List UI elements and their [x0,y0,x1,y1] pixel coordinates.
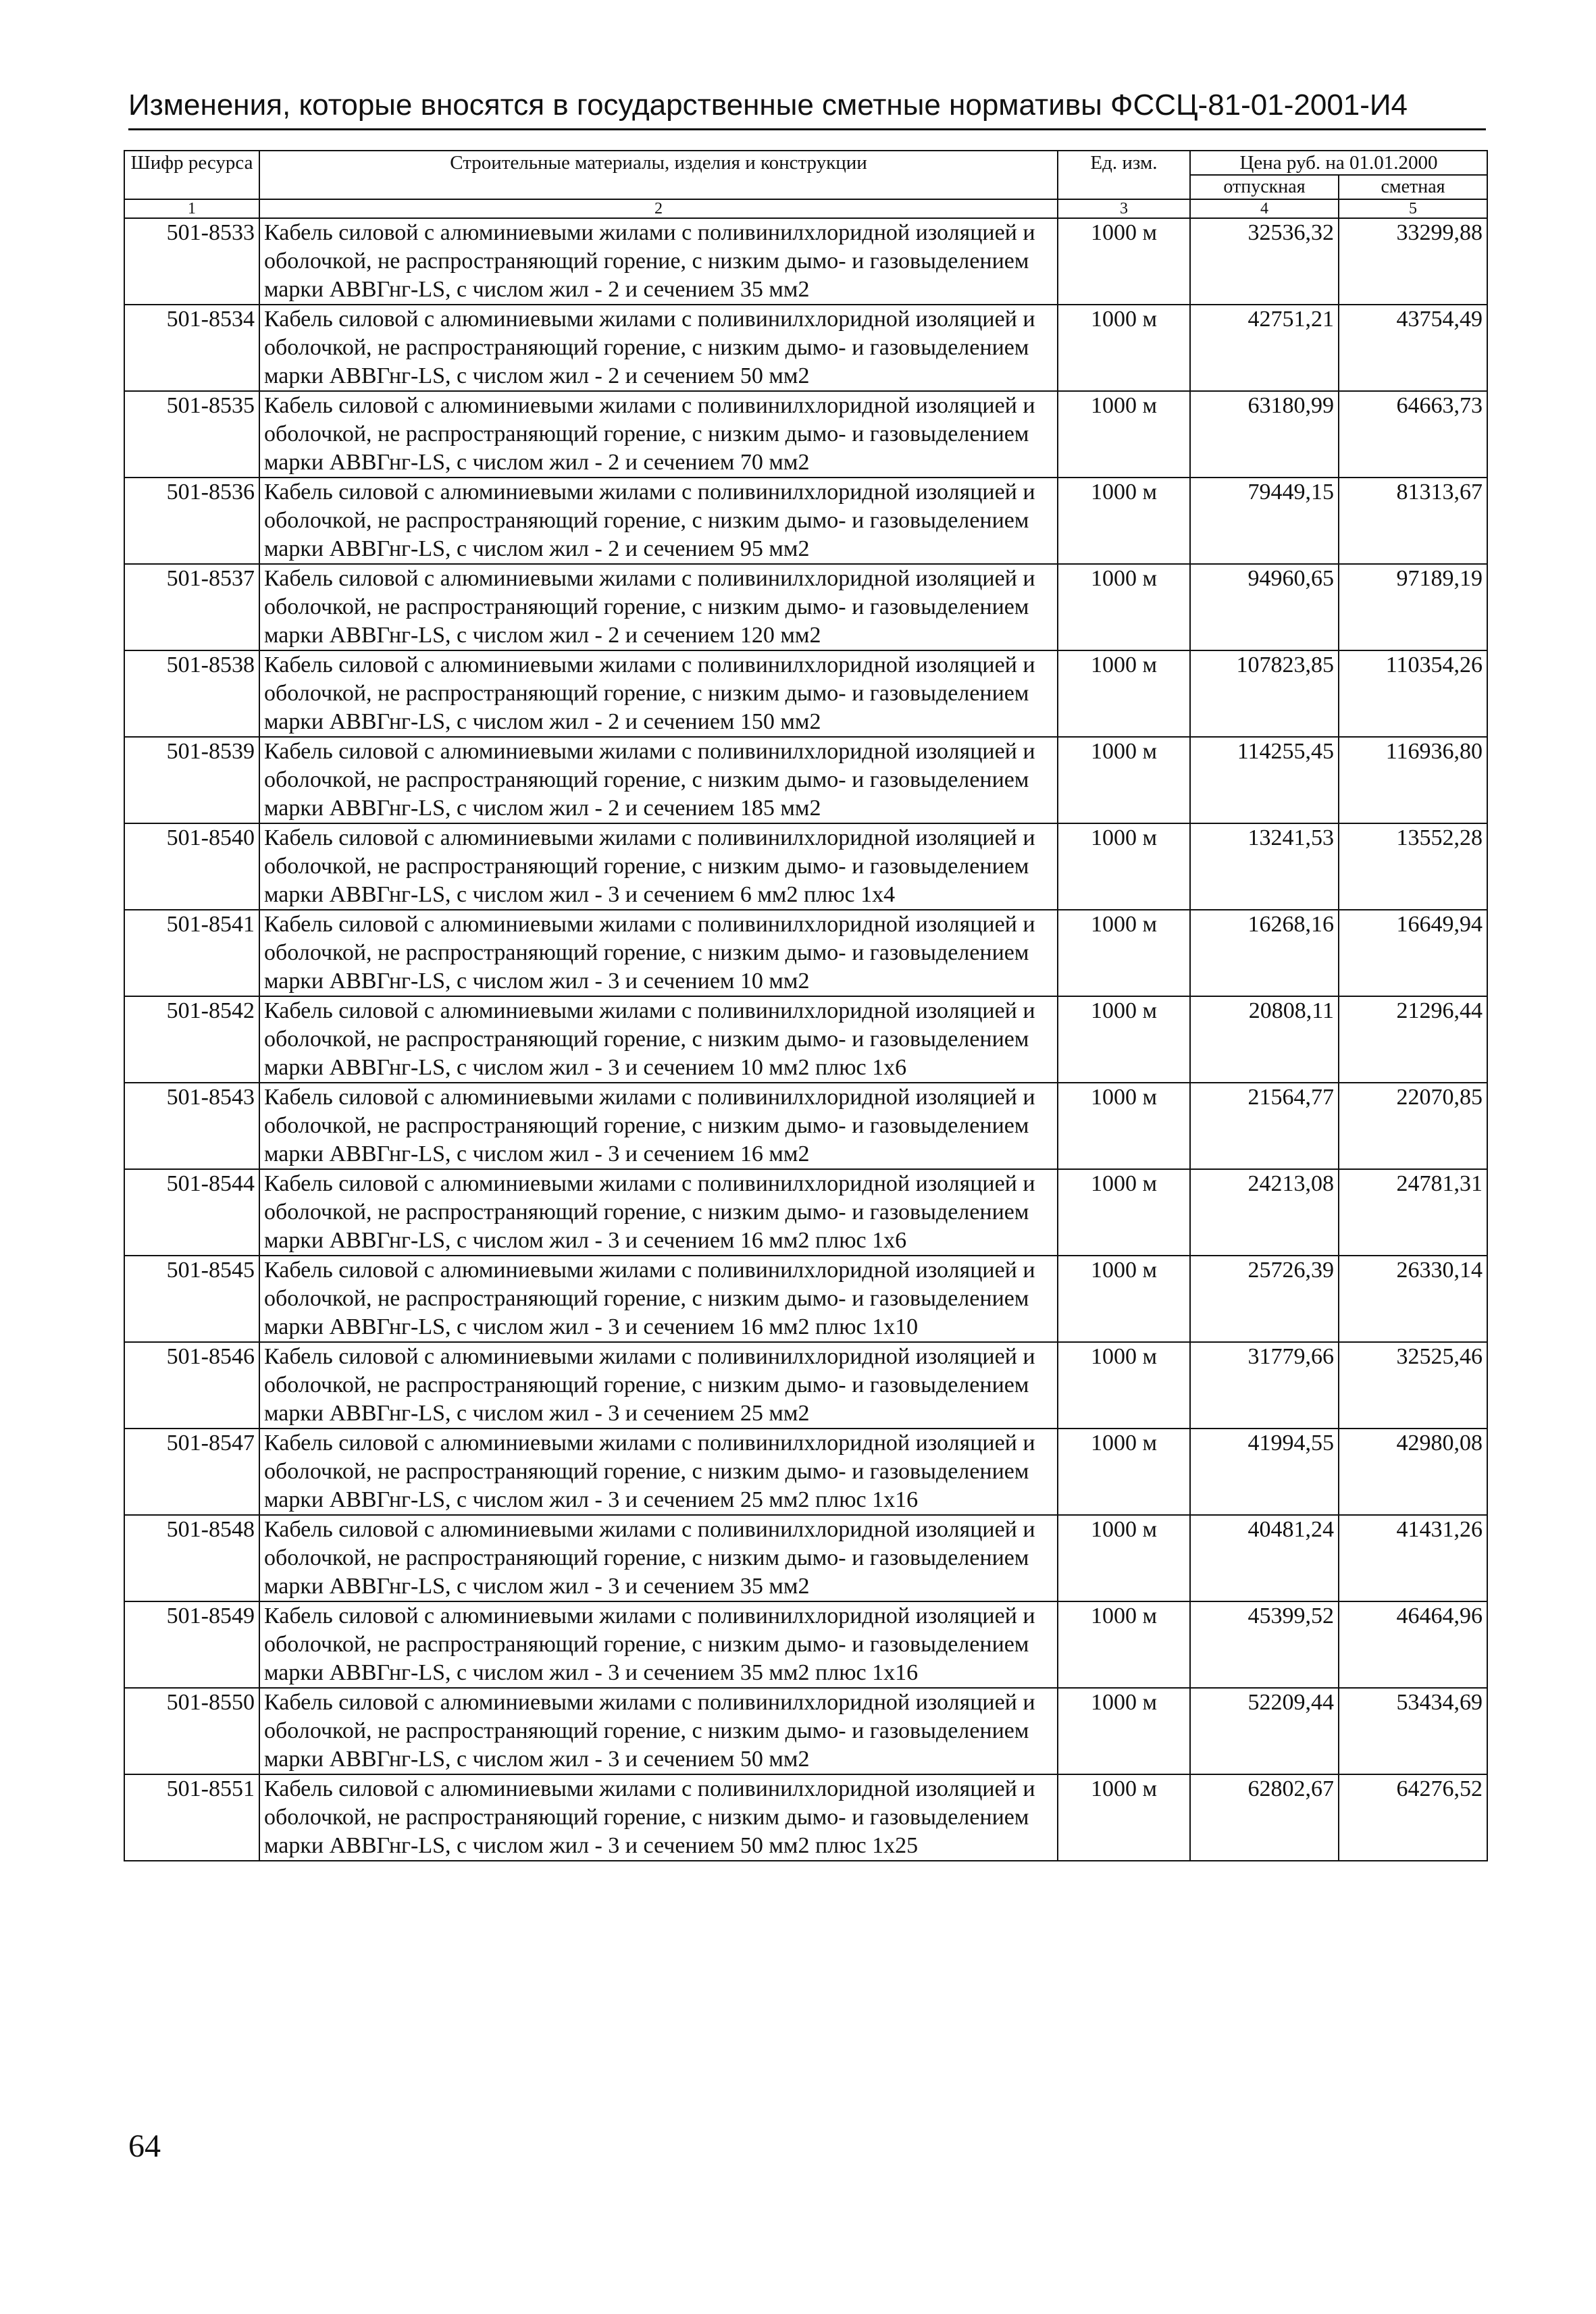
unit-cell: 1000 м [1058,1429,1190,1515]
col-header-estimate-price: сметная [1339,175,1487,199]
estimate-price-cell: 64663,73 [1339,391,1487,478]
release-price-cell: 45399,52 [1190,1601,1339,1688]
resource-code-cell: 501-8550 [124,1688,259,1774]
estimate-price-cell: 21296,44 [1339,996,1487,1083]
release-price-cell: 52209,44 [1190,1688,1339,1774]
unit-cell: 1000 м [1058,218,1190,305]
description-cell: Кабель силовой с алюминиевыми жилами с поливинилхлоридной изоляцией и оболочкой, не распространяющий горение, с низким дымо- и газовыделением марки АВВГнг-LS, с числом жил - 3 и сечением 16 мм2 [259,1083,1058,1169]
col-header-release-price: отпускная [1190,175,1339,199]
column-number: 2 [259,199,1058,218]
description-cell: Кабель силовой с алюминиевыми жилами с поливинилхлоридной изоляцией и оболочкой, не распространяющий горение, с низким дымо- и газовыделением марки АВВГнг-LS, с числом жил - 3 и сечением 16 мм2 плюс 1х6 [259,1169,1058,1256]
release-price-cell: 107823,85 [1190,650,1339,737]
description-cell: Кабель силовой с алюминиевыми жилами с поливинилхлоридной изоляцией и оболочкой, не распространяющий горение, с низким дымо- и газовыделением марки АВВГнг-LS, с числом жил - 2 и сечением 50 мм2 [259,305,1058,391]
estimate-price-cell: 24781,31 [1339,1169,1487,1256]
unit-cell: 1000 м [1058,737,1190,823]
resource-code-cell: 501-8535 [124,391,259,478]
table-row [124,1429,1487,1515]
estimate-price-cell: 46464,96 [1339,1601,1487,1688]
description-cell: Кабель силовой с алюминиевыми жилами с поливинилхлоридной изоляцией и оболочкой, не распространяющий горение, с низким дымо- и газовыделением марки АВВГнг-LS, с числом жил - 3 и сечением 35 мм2 [259,1515,1058,1601]
table-row [124,391,1487,478]
description-cell: Кабель силовой с алюминиевыми жилами с поливинилхлоридной изоляцией и оболочкой, не распространяющий горение, с низким дымо- и газовыделением марки АВВГнг-LS, с числом жил - 3 и сечением 50 мм2 плюс 1х25 [259,1774,1058,1861]
table-row [124,1342,1487,1429]
release-price-cell: 25726,39 [1190,1256,1339,1342]
unit-cell: 1000 м [1058,910,1190,996]
table-row [124,737,1487,823]
unit-cell: 1000 м [1058,1774,1190,1861]
release-price-cell: 40481,24 [1190,1515,1339,1601]
estimate-price-cell: 16649,94 [1339,910,1487,996]
unit-cell: 1000 м [1058,478,1190,564]
description-cell: Кабель силовой с алюминиевыми жилами с поливинилхлоридной изоляцией и оболочкой, не распространяющий горение, с низким дымо- и газовыделением марки АВВГнг-LS, с числом жил - 3 и сечением 25 мм2 [259,1342,1058,1429]
materials-price-table [124,150,1488,1861]
resource-code-cell: 501-8547 [124,1429,259,1515]
unit-cell: 1000 м [1058,305,1190,391]
unit-cell: 1000 м [1058,1515,1190,1601]
description-cell: Кабель силовой с алюминиевыми жилами с поливинилхлоридной изоляцией и оболочкой, не распространяющий горение, с низким дымо- и газовыделением марки АВВГнг-LS, с числом жил - 2 и сечением 185 мм2 [259,737,1058,823]
estimate-price-cell: 116936,80 [1339,737,1487,823]
table-row [124,1083,1487,1169]
release-price-cell: 41994,55 [1190,1429,1339,1515]
unit-cell: 1000 м [1058,823,1190,910]
release-price-cell: 20808,11 [1190,996,1339,1083]
resource-code-cell: 501-8538 [124,650,259,737]
resource-code-cell: 501-8533 [124,218,259,305]
resource-code-cell: 501-8534 [124,305,259,391]
resource-code-cell: 501-8544 [124,1169,259,1256]
column-number: 3 [1058,199,1190,218]
unit-cell: 1000 м [1058,1688,1190,1774]
header-rule [128,128,1486,130]
estimate-price-cell: 41431,26 [1339,1515,1487,1601]
column-number: 4 [1190,199,1339,218]
release-price-cell: 13241,53 [1190,823,1339,910]
table-row [124,650,1487,737]
estimate-price-cell: 81313,67 [1339,478,1487,564]
resource-code-cell: 501-8543 [124,1083,259,1169]
unit-cell: 1000 м [1058,391,1190,478]
estimate-price-cell: 64276,52 [1339,1774,1487,1861]
table-row [124,1515,1487,1601]
estimate-price-cell: 22070,85 [1339,1083,1487,1169]
release-price-cell: 63180,99 [1190,391,1339,478]
release-price-cell: 24213,08 [1190,1169,1339,1256]
estimate-price-cell: 13552,28 [1339,823,1487,910]
table-row [124,1688,1487,1774]
description-cell: Кабель силовой с алюминиевыми жилами с поливинилхлоридной изоляцией и оболочкой, не распространяющий горение, с низким дымо- и газовыделением марки АВВГнг-LS, с числом жил - 3 и сечением 16 мм2 плюс 1х10 [259,1256,1058,1342]
col-header-code: Шифр ресурса [124,151,259,199]
table-row [124,1774,1487,1861]
release-price-cell: 21564,77 [1190,1083,1339,1169]
unit-cell: 1000 м [1058,650,1190,737]
table-row [124,478,1487,564]
unit-cell: 1000 м [1058,1342,1190,1429]
resource-code-cell: 501-8548 [124,1515,259,1601]
resource-code-cell: 501-8542 [124,996,259,1083]
col-header-unit: Ед. изм. [1058,151,1190,199]
estimate-price-cell: 43754,49 [1339,305,1487,391]
resource-code-cell: 501-8546 [124,1342,259,1429]
table-row [124,305,1487,391]
resource-code-cell: 501-8549 [124,1601,259,1688]
table-row [124,823,1487,910]
estimate-price-cell: 110354,26 [1339,650,1487,737]
resource-code-cell: 501-8540 [124,823,259,910]
unit-cell: 1000 м [1058,996,1190,1083]
table-row [124,1601,1487,1688]
unit-cell: 1000 м [1058,1169,1190,1256]
page-number: 64 [128,2128,161,2164]
release-price-cell: 31779,66 [1190,1342,1339,1429]
table-row [124,996,1487,1083]
description-cell: Кабель силовой с алюминиевыми жилами с поливинилхлоридной изоляцией и оболочкой, не распространяющий горение, с низким дымо- и газовыделением марки АВВГнг-LS, с числом жил - 2 и сечением 95 мм2 [259,478,1058,564]
col-header-description: Строительные материалы, изделия и конструкции [259,151,1058,199]
release-price-cell: 114255,45 [1190,737,1339,823]
description-cell: Кабель силовой с алюминиевыми жилами с поливинилхлоридной изоляцией и оболочкой, не распространяющий горение, с низким дымо- и газовыделением марки АВВГнг-LS, с числом жил - 2 и сечением 120 мм2 [259,564,1058,650]
column-number: 5 [1339,199,1487,218]
release-price-cell: 42751,21 [1190,305,1339,391]
page-header-title: Изменения, которые вносятся в государственные сметные нормативы ФССЦ-81-01-2001-И4 [128,88,1408,122]
release-price-cell: 94960,65 [1190,564,1339,650]
table-row [124,910,1487,996]
release-price-cell: 16268,16 [1190,910,1339,996]
estimate-price-cell: 53434,69 [1339,1688,1487,1774]
resource-code-cell: 501-8536 [124,478,259,564]
table-row [124,218,1487,305]
table-row [124,1169,1487,1256]
table-body [124,218,1487,1861]
unit-cell: 1000 м [1058,564,1190,650]
table-row [124,564,1487,650]
release-price-cell: 32536,32 [1190,218,1339,305]
description-cell: Кабель силовой с алюминиевыми жилами с поливинилхлоридной изоляцией и оболочкой, не распространяющий горение, с низким дымо- и газовыделением марки АВВГнг-LS, с числом жил - 2 и сечением 150 мм2 [259,650,1058,737]
description-cell: Кабель силовой с алюминиевыми жилами с поливинилхлоридной изоляцией и оболочкой, не распространяющий горение, с низким дымо- и газовыделением марки АВВГнг-LS, с числом жил - 2 и сечением 70 мм2 [259,391,1058,478]
description-cell: Кабель силовой с алюминиевыми жилами с поливинилхлоридной изоляцией и оболочкой, не распространяющий горение, с низким дымо- и газовыделением марки АВВГнг-LS, с числом жил - 3 и сечением 35 мм2 плюс 1х16 [259,1601,1058,1688]
description-cell: Кабель силовой с алюминиевыми жилами с поливинилхлоридной изоляцией и оболочкой, не распространяющий горение, с низким дымо- и газовыделением марки АВВГнг-LS, с числом жил - 3 и сечением 6 мм2 плюс 1х4 [259,823,1058,910]
column-number: 1 [124,199,259,218]
estimate-price-cell: 26330,14 [1339,1256,1487,1342]
release-price-cell: 79449,15 [1190,478,1339,564]
description-cell: Кабель силовой с алюминиевыми жилами с поливинилхлоридной изоляцией и оболочкой, не распространяющий горение, с низким дымо- и газовыделением марки АВВГнг-LS, с числом жил - 3 и сечением 25 мм2 плюс 1х16 [259,1429,1058,1515]
resource-code-cell: 501-8541 [124,910,259,996]
resource-code-cell: 501-8539 [124,737,259,823]
resource-code-cell: 501-8537 [124,564,259,650]
estimate-price-cell: 33299,88 [1339,218,1487,305]
col-header-price: Цена руб. на 01.01.2000 [1190,151,1487,175]
description-cell: Кабель силовой с алюминиевыми жилами с поливинилхлоридной изоляцией и оболочкой, не распространяющий горение, с низким дымо- и газовыделением марки АВВГнг-LS, с числом жил - 3 и сечением 10 мм2 [259,910,1058,996]
description-cell: Кабель силовой с алюминиевыми жилами с поливинилхлоридной изоляцией и оболочкой, не распространяющий горение, с низким дымо- и газовыделением марки АВВГнг-LS, с числом жил - 3 и сечением 50 мм2 [259,1688,1058,1774]
estimate-price-cell: 32525,46 [1339,1342,1487,1429]
unit-cell: 1000 м [1058,1083,1190,1169]
table-row [124,1256,1487,1342]
unit-cell: 1000 м [1058,1256,1190,1342]
release-price-cell: 62802,67 [1190,1774,1339,1861]
resource-code-cell: 501-8551 [124,1774,259,1861]
estimate-price-cell: 97189,19 [1339,564,1487,650]
resource-code-cell: 501-8545 [124,1256,259,1342]
description-cell: Кабель силовой с алюминиевыми жилами с поливинилхлоридной изоляцией и оболочкой, не распространяющий горение, с низким дымо- и газовыделением марки АВВГнг-LS, с числом жил - 3 и сечением 10 мм2 плюс 1х6 [259,996,1058,1083]
unit-cell: 1000 м [1058,1601,1190,1688]
description-cell: Кабель силовой с алюминиевыми жилами с поливинилхлоридной изоляцией и оболочкой, не распространяющий горение, с низким дымо- и газовыделением марки АВВГнг-LS, с числом жил - 2 и сечением 35 мм2 [259,218,1058,305]
estimate-price-cell: 42980,08 [1339,1429,1487,1515]
